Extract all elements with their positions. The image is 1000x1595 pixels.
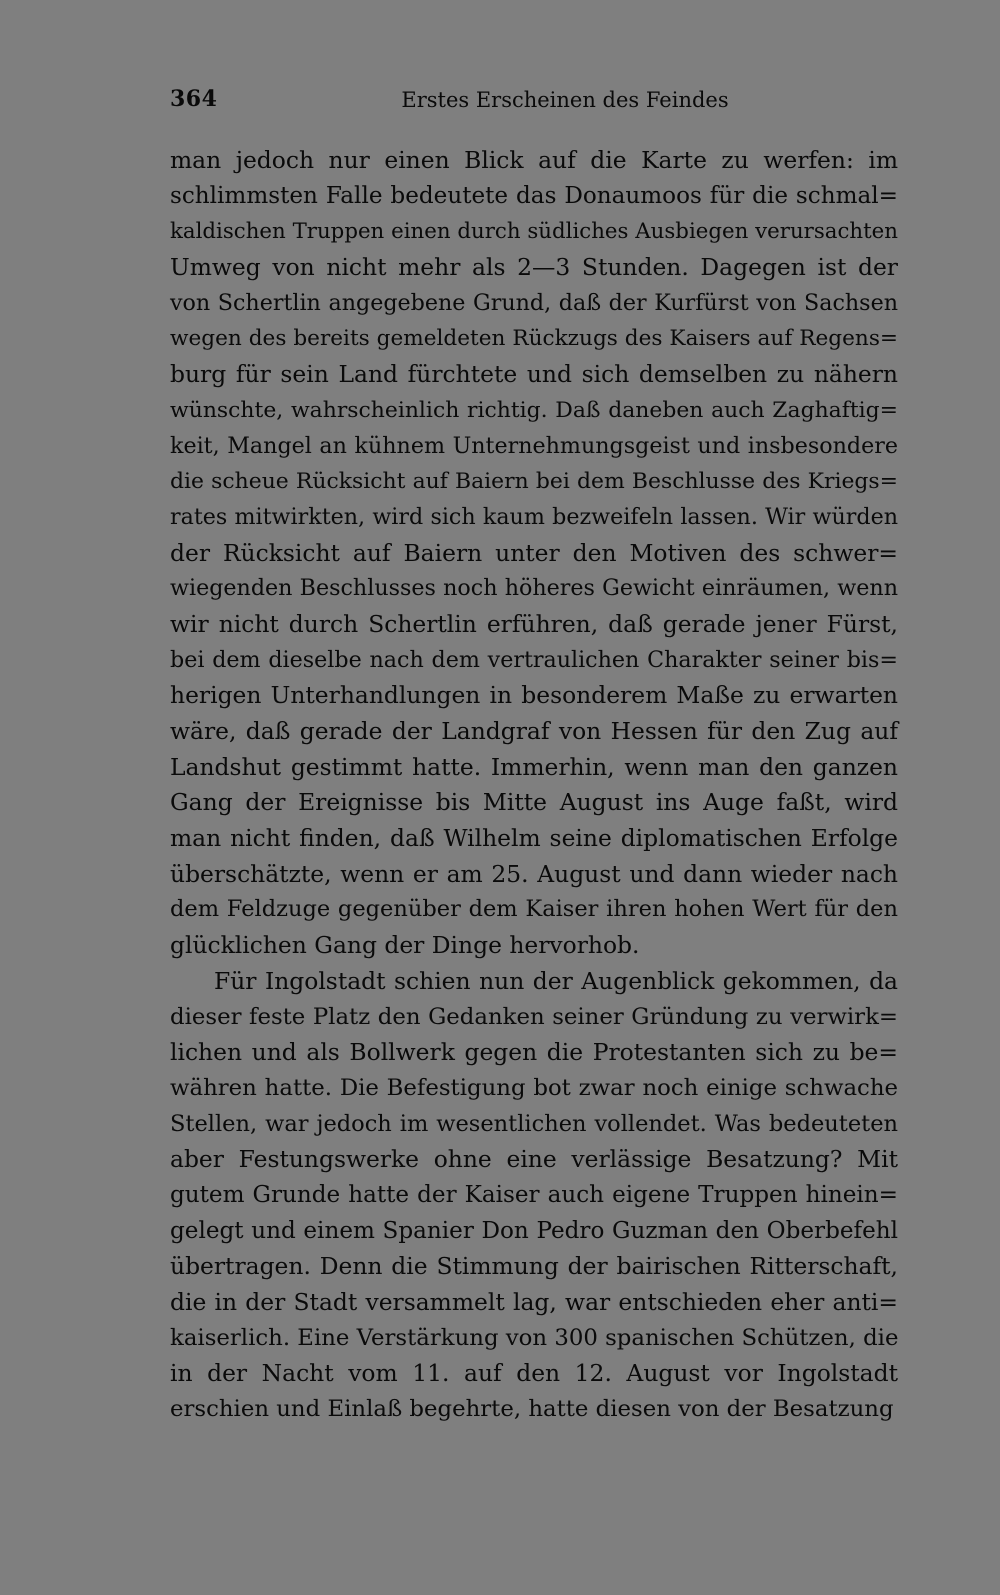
text-line: Für Ingolstadt schien nun der Augenblick gekommen, da xyxy=(214,966,898,995)
text-line: währen hatte. Die Befestigung bot zwar noch einige schwache xyxy=(170,1074,898,1101)
text-line: rates mitwirkten, wird sich kaum bezweifeln lassen. Wir würden xyxy=(170,503,898,530)
running-title: Erstes Erscheinen des Feindes xyxy=(401,88,729,112)
text-line: die scheue Rücksicht auf Baiern bei dem Beschlusse des Kriegs= xyxy=(170,469,898,495)
text-line: lichen und als Bollwerk gegen die Protestanten sich zu be= xyxy=(170,1038,898,1067)
text-line: von Schertlin angegebene Grund, daß der Kurfürst von Sachsen xyxy=(170,289,898,316)
body-text xyxy=(170,143,898,1428)
paragraph xyxy=(170,964,898,1428)
text-line: wiegenden Beschlusses noch höheres Gewicht einräumen, wenn xyxy=(170,575,898,602)
text-line: man nicht finden, daß Wilhelm seine diplomatischen Erfolge xyxy=(170,824,898,853)
text-line: wir nicht durch Schertlin erführen, daß gerade jener Fürst, xyxy=(170,609,898,638)
text-line: kaldischen Truppen einen durch südliches Ausbiegen verursachten xyxy=(170,219,898,245)
text-line: gutem Grunde hatte der Kaiser auch eigene Truppen hinein= xyxy=(170,1181,898,1208)
text-line: dem Feldzuge gegenüber dem Kaiser ihren hohen Wert für den xyxy=(170,896,898,923)
text-line: gelegt und einem Spanier Don Pedro Guzman den Oberbefehl xyxy=(170,1217,898,1244)
text-line: in der Nacht vom 11. auf den 12. August vor Ingolstadt xyxy=(170,1359,898,1388)
text-line: dieser feste Platz den Gedanken seiner Gründung zu verwirk= xyxy=(170,1003,898,1030)
text-line: Stellen, war jedoch im wesentlichen vollendet. Was bedeuteten xyxy=(170,1110,898,1137)
text-line: herigen Unterhandlungen in besonderem Maße zu erwarten xyxy=(170,681,898,710)
text-line: keit, Mangel an kühnem Unternehmungsgeist und insbesondere xyxy=(170,432,898,459)
text-line: bei dem dieselbe nach dem vertraulichen Charakter seiner bis= xyxy=(170,646,898,673)
paragraph xyxy=(170,143,898,964)
text-line: wäre, daß gerade der Landgraf von Hessen für den Zug auf xyxy=(170,717,898,745)
text-line: erschien und Einlaß begehrte, hatte diesen von der Besatzung xyxy=(170,1396,894,1423)
text-line: Landshut gestimmt hatte. Immerhin, wenn man den ganzen xyxy=(170,752,898,781)
text-line: kaiserlich. Eine Verstärkung von 300 spanischen Schützen, die xyxy=(170,1324,899,1351)
page-number: 364 xyxy=(170,86,218,112)
page-header xyxy=(170,86,900,126)
text-line: wegen des bereits gemeldeten Rückzugs des Kaisers auf Regens= xyxy=(170,326,898,352)
text-line: übertragen. Denn die Stimmung der bairischen Ritterschaft, xyxy=(170,1252,898,1281)
text-line: glücklichen Gang der Dinge hervorhob. xyxy=(170,931,640,960)
text-line: die in der Stadt versammelt lag, war entschieden eher anti= xyxy=(170,1288,898,1316)
text-line: wünschte, wahrscheinlich richtig. Daß daneben auch Zaghaftig= xyxy=(170,397,898,423)
text-line: überschätzte, wenn er am 25. August und dann wieder nach xyxy=(170,859,898,888)
text-line: Gang der Ereignisse bis Mitte August ins Auge faßt, wird xyxy=(170,788,898,817)
text-line: der Rücksicht auf Baiern unter den Motiven des schwer= xyxy=(170,538,898,567)
text-line: burg für sein Land fürchtete und sich demselben zu nähern xyxy=(170,360,898,389)
text-line: Umweg von nicht mehr als 2—3 Stunden. Dagegen ist der xyxy=(170,253,898,282)
text-line: aber Festungswerke ohne eine verlässige Besatzung? Mit xyxy=(170,1145,898,1174)
text-line: man jedoch nur einen Blick auf die Karte zu werfen: im xyxy=(170,146,898,174)
text-line: schlimmsten Falle bedeutete das Donaumoos für die schmal= xyxy=(170,182,898,209)
